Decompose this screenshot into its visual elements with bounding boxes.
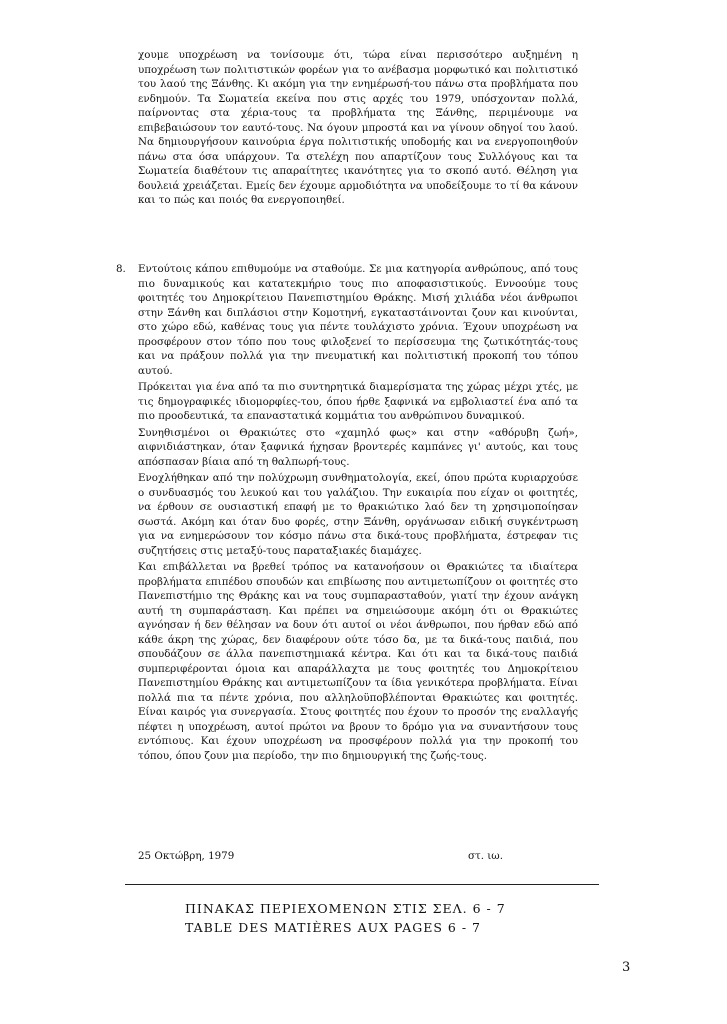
continuation-block: [138, 48, 578, 208]
section-paragraph: Και επιβάλλεται να βρεθεί τρόπος να κατανοήσουν οι Θρακιώτες τα ιδιαίτερα προβλήματα επιπέδου σπουδών και επιβίωσης που αντιμετωπίζουν οι φοιτητές στο Πανεπιστήμιο της Θράκης και να τους συμπαρασταθούν, γιατί την έχουν ανάγκη αυτή τη συμπαράσταση. Και πρέπει να σημειώσουμε ακόμη ότι οι Θρακιώτες αγνόησαν ή δεν θέλησαν να δουν ότι αυτοί οι νέοι άνθρωποι, που ήρθαν εδώ από κάθε άκρη της χώρας, δεν διαφέρουν ούτε τόσο δα, με τα δικά-τους παιδιά, που σπουδάζουν σε άλλα πανεπιστημιακά κέντρα. Και ότι και τα δικά-τους παιδιά συμπεριφέρονται όμοια και απαράλλαχτα με τους φοιτητές του Δημοκρίτειου Πανεπιστημίου Θράκης και αντιμετωπίζουν τα ίδια γενικότερα προβλήματα. Είναι πολλά πια τα πέντε χρόνια, που αλληλοϋποβλέπονται Θρακιώτες και φοιτητές. Είναι καιρός για συνεργασία. Στους φοιτητές που έχουν το προσόν της εναλλαγής πέφτει η υποχρέωση, αυτοί πρώτοι να βρουν το δρόμο για να συναντήσουν τους εντόπιους. Και έχουν υποχρέωση να προσφέρουν πολλά για την προκοπή του τόπου, όπου ζουν μια περίοδο, την πιο δημιουργική της ζωής-τους.: [138, 561, 578, 762]
divider-rule: [125, 884, 599, 885]
toc-notice-greek: ΠΙΝΑΚΑΣ ΠΕΡΙΕΧΟΜΕΝΩΝ ΣΤΙΣ ΣΕΛ. 6 - 7: [185, 901, 506, 916]
section-paragraph: Εντούτοις κάπου επιθυμούμε να σταθούμε. Σε μια κατηγορία ανθρώπους, από τους πιο δυναμικούς και κατατεκμήριο τους πιο αποφασιστικούς. Εννοούμε τους φοιτητές του Δημοκρίτειου Πανεπιστημίου Θράκης. Μισή χιλιάδα νέοι άνθρωποι στην Ξάνθη και διπλάσιοι στην Κομοτηνή, εγκαταστάινονται ζουν και κινούνται, στο χώρο εδώ, καθένας τους για πέντε τουλάχιστο χρόνια. Έχουν υποχρέωση να προσφέρουν στον τόπο που τους φιλοξενεί το περίσσευμα της ζωτικότητάς-τους και να πράξουν πολλά για την πνευματική και πολιτιστική προκοπή του τόπου αυτού.: [138, 263, 578, 377]
section-paragraph: Ενοχλήθηκαν από την πολύχρωμη συνθηματολογία, εκεί, όπου πρώτα κυριαρχούσε ο συνδυασμός του λευκού και του γαλάζιου. Την ευκαιρία που είχαν οι φοιτητές, να έρθουν σε ουσιαστική επαφή με το θρακιώτικο λαό δεν τη χρησιμοποίησαν σωστά. Ακόμη και όταν δυο φορές, στην Ξάνθη, οργάνωσαν ειδική συγκέντρωση για να ενημερώσουν τον κόσμο πάνω στα δικά-τους προβλήματα, έστρεφαν τις συζητήσεις στις μεταξύ-τους παραταξιακές διαμάχες.: [138, 472, 578, 557]
section-8: [116, 262, 578, 763]
page-number: 3: [622, 960, 631, 975]
author-initials: στ. ιω.: [468, 850, 503, 862]
section-number: 8.: [116, 263, 126, 275]
toc-notice-french: TABLE DES MATIÈRES AUX PAGES 6 - 7: [185, 920, 482, 935]
date-text: 25 Οκτώβρη, 1979: [138, 850, 235, 862]
continuation-paragraph: χουμε υποχρέωση να τονίσουμε ότι, τώρα είναι περισσότερο αυξημένη η υποχρέωση των πολιτιστικών φορέων για το ανέβασμα μορφωτικό και πολιτιστικό του λαού της Ξάνθης. Κι ακόμη για την ενημέρωσή-του πάνω στα προβλήματα που ενδημούν. Τα Σωματεία εκείνα που στις αρχές του 1979, υπόσχονταν πολλά, παίρνοντας στα χέρια-τους τα προβλήματα της Ξάνθης, περιμένουμε να επιβεβαιώσουν τον εαυτό-τους. Να όγουν μπροστά και να γίνουν οδηγοί του λαού. Να δημιουργήσουν καινούρια έργα πολιτιστικής υποδομής και να ενεργοποιηθούν πάνω στα όσα υπάρχουν. Τα στελέχη που απαρτίζουν τους Συλλόγους και τα Σωματεία διαθέτουν τις απαραίτητες ικανότητες για το σκοπό αυτό. Θέληση για δουλειά χρειάζεται. Εμείς δεν έχουμε αρμοδιότητα να υποδείξουμε το τί θα κάνουν και το πώς και ποιός θα ενεργοποιηθεί.: [138, 49, 578, 206]
section-paragraph: Πρόκειται για ένα από τα πιο συντηρητικά διαμερίσματα της χώρας μέχρι χτές, με τις δημογραφικές ιδιομορφίες-του, όπου ήρθε ξαφνικά να εμβολιαστεί ένα από τα πιο προοδευτικά, τα επαναστατικά κομμάτια του ανθρώπινου δυναμικού.: [138, 381, 578, 422]
section-paragraph: Συνηθισμένοι οι Θρακιώτες στο «χαμηλό φως» και στην «αθόρυβη ζωή», αιφνιδιάστηκαν, όταν ξαφνικά ήχησαν βροντερές καμπάνες γι' αυτούς, και τους απόσπασαν βίαια από τη θαλπωρή-τους.: [138, 426, 578, 468]
